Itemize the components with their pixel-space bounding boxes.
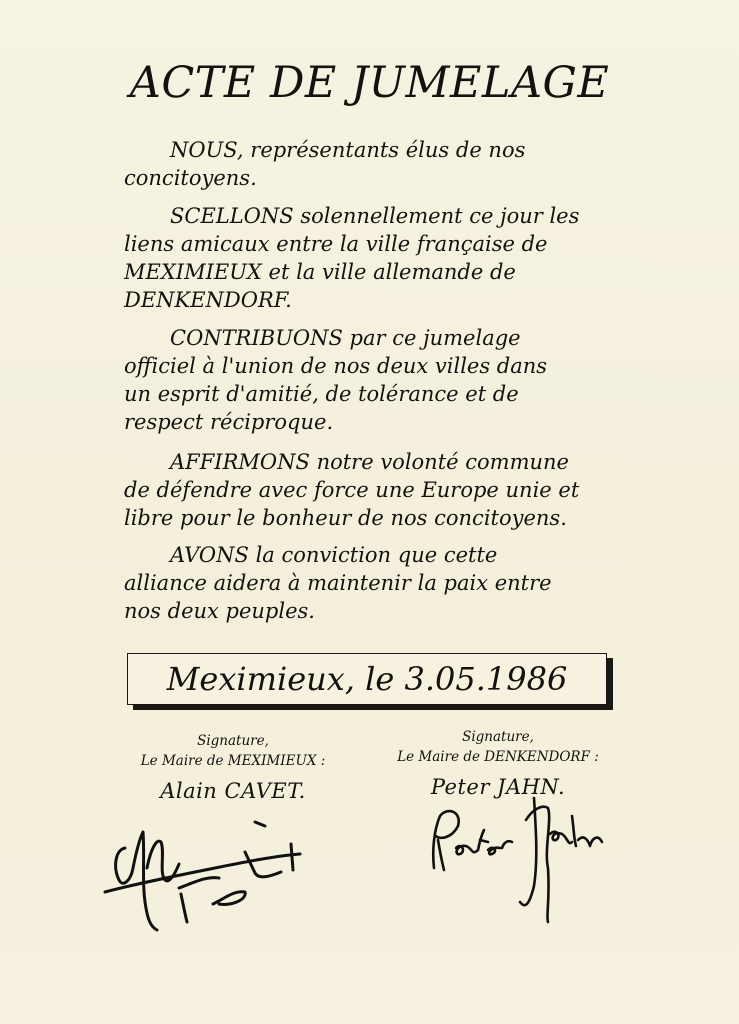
paragraph-line: AFFIRMONS notre volonté commune	[170, 450, 569, 474]
paragraph-line: officiel à l'union de nos deux villes dans	[124, 354, 548, 378]
signatory-denkendorf	[378, 727, 618, 799]
paragraph-line: alliance aidera à maintenir la paix entre	[124, 571, 552, 595]
paragraph-line: CONTRIBUONS par ce jumelage	[170, 326, 521, 350]
date-place-box	[127, 653, 607, 705]
paragraph-nous	[124, 136, 624, 192]
signature-label: Signature,	[462, 729, 534, 745]
paragraph-scellons	[124, 202, 624, 314]
mayor-name: Alain CAVET.	[160, 779, 306, 803]
paragraph-avons	[124, 541, 624, 625]
paragraph-line: libre pour le bonheur de nos concitoyens.	[124, 506, 567, 530]
paragraph-line: nos deux peuples.	[124, 599, 315, 623]
paragraph-line: SCELLONS solennellement ce jour les	[170, 204, 580, 228]
paragraph-line: respect réciproque.	[124, 410, 334, 434]
paragraph-line: DENKENDORF.	[124, 288, 292, 312]
mayor-role: Le Maire de MEXIMIEUX :	[140, 753, 326, 769]
date-place-text: Meximieux, le 3.05.1986	[166, 660, 568, 698]
paragraph-line: liens amicaux entre la ville française de	[124, 232, 548, 256]
paragraph-line: MEXIMIEUX et la ville allemande de	[124, 260, 516, 284]
paragraph-affirmons	[124, 448, 624, 532]
paragraph-line: NOUS, représentants élus de nos	[170, 138, 526, 162]
document-title: ACTE DE JUMELAGE	[129, 58, 610, 108]
paragraph-line: AVONS la conviction que cette	[170, 543, 498, 567]
handwritten-signature-jahn	[422, 790, 622, 930]
paragraph-line: concitoyens.	[124, 166, 257, 190]
paragraph-line: de défendre avec force une Europe unie et	[124, 478, 580, 502]
signatory-meximieux	[118, 731, 348, 803]
paragraph-line: un esprit d'amitié, de tolérance et de	[124, 382, 519, 406]
mayor-name: Peter JAHN.	[430, 775, 566, 799]
paragraph-contribuons	[124, 324, 624, 436]
signature-label: Signature,	[197, 733, 269, 749]
handwritten-signature-cavet	[95, 818, 325, 943]
mayor-role: Le Maire de DENKENDORF :	[397, 749, 599, 765]
